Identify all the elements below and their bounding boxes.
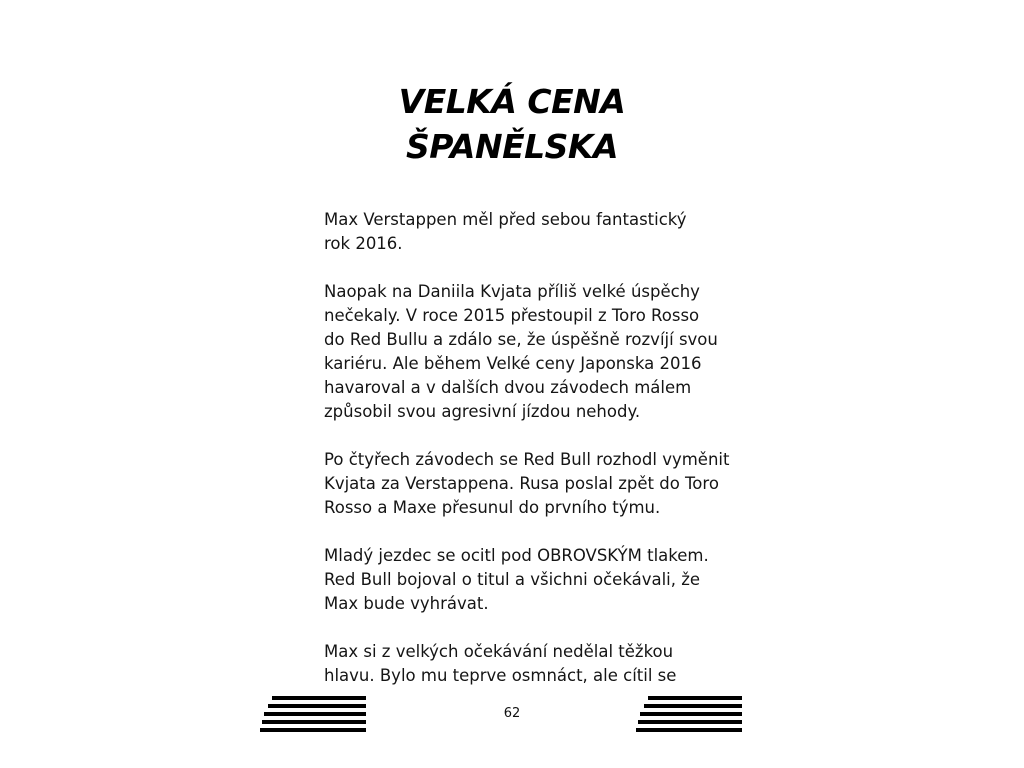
paragraph-3 — [324, 448, 730, 520]
page-number: 62 — [503, 706, 521, 721]
stripe — [638, 720, 742, 724]
decorative-stripes-right — [636, 696, 742, 732]
paragraph-5 — [324, 640, 724, 688]
stripe — [648, 696, 742, 700]
stripe — [636, 728, 742, 732]
text-line: kariéru. Ale během Velké ceny Japonska 2016 — [324, 354, 702, 373]
chapter-body — [324, 208, 730, 712]
text-line: nečekaly. V roce 2015 přestoupil z Toro Rosso — [324, 306, 700, 325]
text-line: Po čtyřech závodech se Red Bull rozhodl vyměnit — [324, 450, 730, 469]
stripe — [260, 728, 366, 732]
text-line: havaroval a v dalších dvou závodech málem — [324, 378, 692, 397]
stripe — [640, 712, 742, 716]
text-line: způsobil svou agresivní jízdou nehody. — [324, 402, 641, 421]
chapter-title-line-2: ŠPANĚLSKA — [405, 127, 619, 166]
text-line: Max si z velkých očekávání nedělal těžkou — [324, 642, 674, 661]
text-line: Kvjata za Verstappena. Rusa poslal zpět do Toro — [324, 474, 719, 493]
text-line: rok 2016. — [324, 234, 403, 253]
text-line: Naopak na Daniila Kvjata příliš velké úspěchy — [324, 282, 700, 301]
paragraph-2 — [324, 280, 724, 424]
text-line: Max Verstappen měl před sebou fantastický — [324, 210, 687, 229]
chapter-title-line-1: VELKÁ CENA — [398, 82, 626, 121]
text-line: Rosso a Maxe přesunul do prvního týmu. — [324, 498, 661, 517]
text-line: Max bude vyhrávat. — [324, 594, 489, 613]
text-line: hlavu. Bylo mu teprve osmnáct, ale cítil se — [324, 666, 677, 685]
paragraph-1 — [324, 208, 724, 256]
text-line: do Red Bullu a zdálo se, že úspěšně rozvíjí svou — [324, 330, 718, 349]
paragraph-4 — [324, 544, 724, 616]
stripe — [644, 704, 742, 708]
text-line: Mladý jezdec se ocitl pod OBROVSKÝM tlakem. — [324, 546, 709, 565]
stripe — [272, 696, 366, 700]
text-line: Red Bull bojoval o titul a všichni očekávali, že — [324, 570, 701, 589]
